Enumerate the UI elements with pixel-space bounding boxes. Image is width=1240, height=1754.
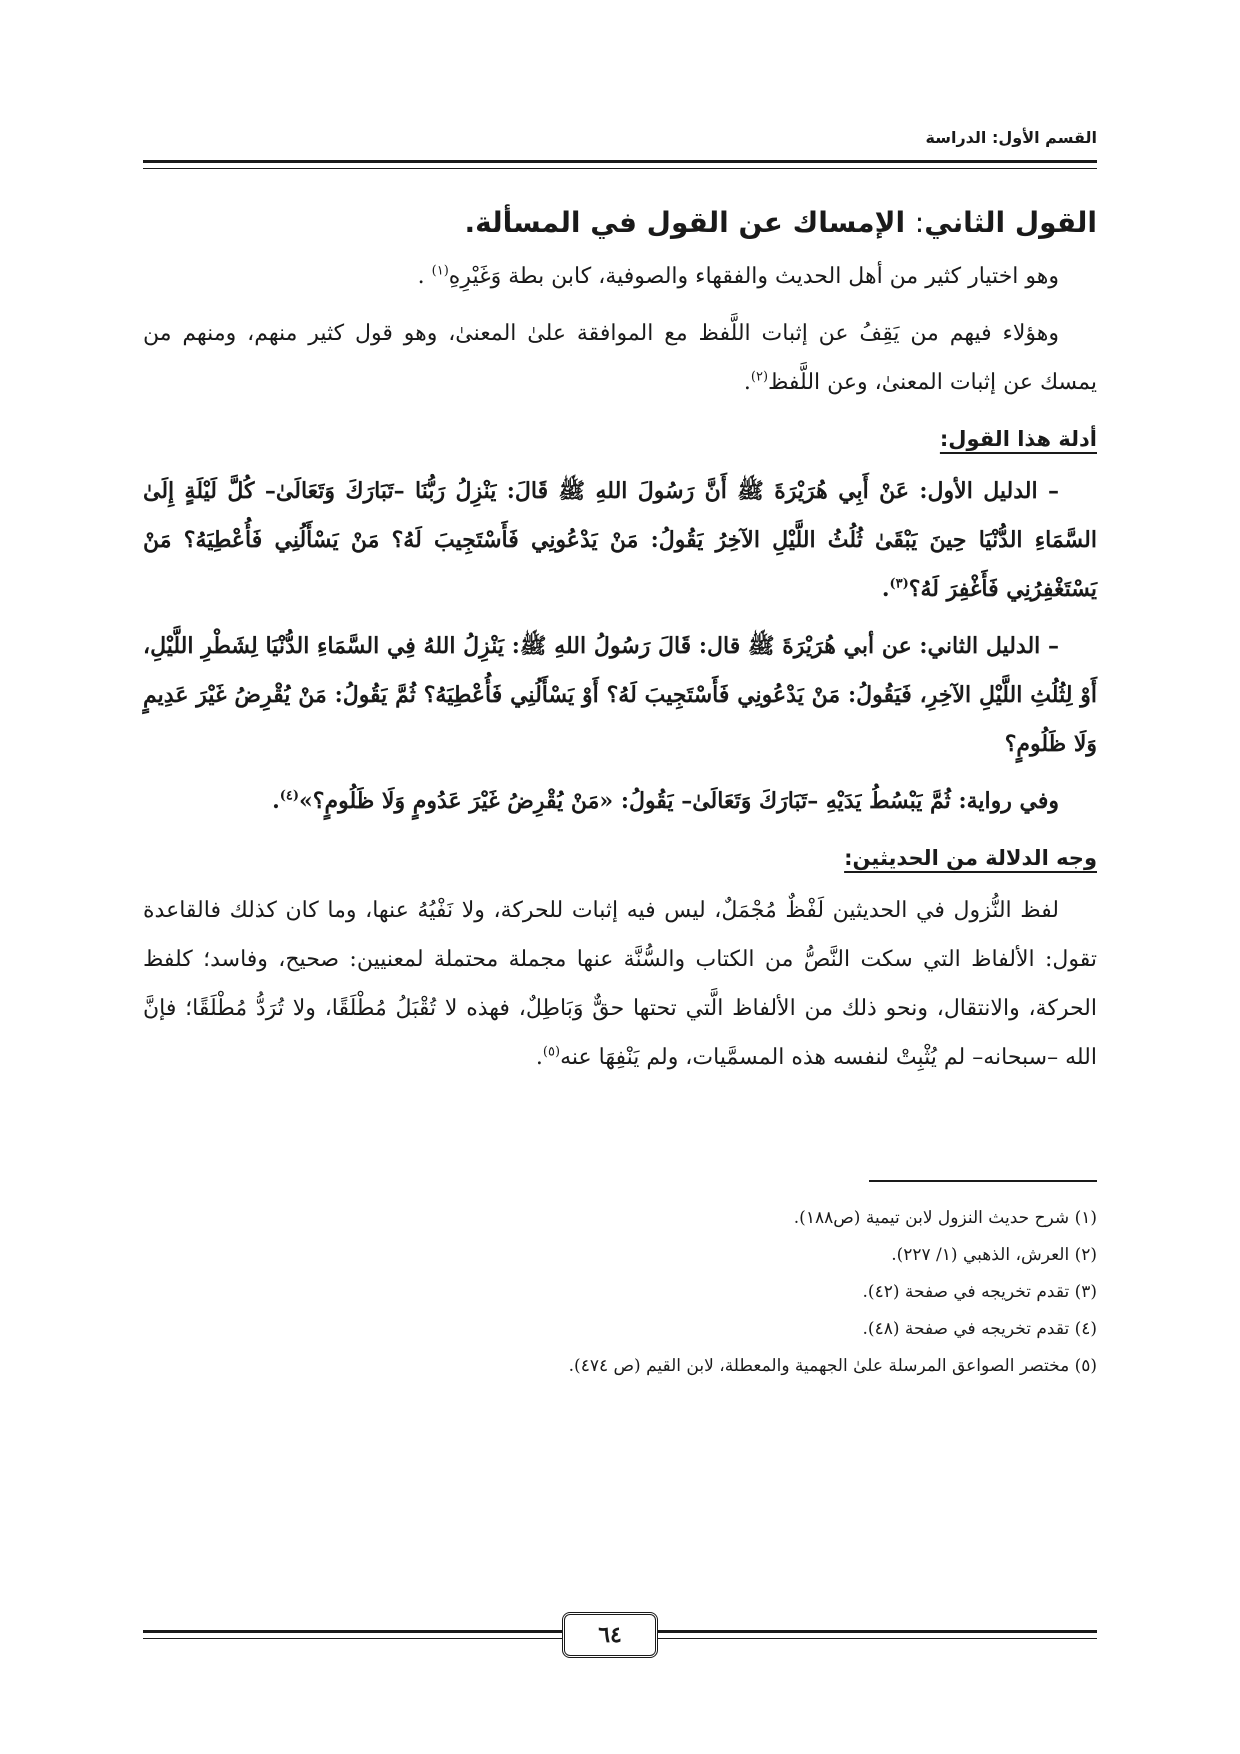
inference-heading: وجه الدلالة من الحديثين:: [844, 846, 1097, 870]
paragraph-2: [143, 309, 1097, 407]
page-number-frame: [562, 1612, 658, 1658]
paragraph-2-end: .: [743, 370, 751, 395]
footnote-ref-4: (٤): [279, 788, 300, 804]
running-header: القسم الأول: الدراسة: [925, 128, 1097, 147]
evidence-3: [143, 777, 1097, 826]
section-title: [143, 200, 1097, 246]
evidence-2: [143, 622, 1097, 769]
page-number: ٦٤: [598, 1622, 622, 1648]
inference-text: لفظ النُّزول في الحديثين لَفْظٌ مُجْمَلٌ، ليس فيه إثبات للحركة، ولا نَفْيُهُ عنها، وما كان كذلك فالقاعدة تقول: الألفاظ التي سكت النَّصُّ من الكتاب والسُّنَّة عنها مجملة محتملة لمعنيين: صحيح، وفاسد؛ كلفظ الحركة، والانتقال، ونحو ذلك من الألفاظ الَّتي تحتها حقٌّ وَبَاطِلٌ، فهذه لا تُقْبَلُ مُطْلَقًا، ولا تُرَدُّ مُطْلَقًا؛ فإنَّ الله –سبحانه– لم يُثْبِتْ لنفسه هذه المسمَّيات، ولم يَنْفِهَا عنه: [143, 898, 1098, 1070]
footnote-item: (١) شرح حديث النزول لابن تيمية (ص١٨٨).: [793, 1208, 1097, 1228]
inference-paragraph: [143, 886, 1097, 1082]
footnote-item: (٢) العرش، الذهبي (١/ ٢٢٧).: [891, 1245, 1097, 1265]
paragraph-1: [143, 252, 1097, 301]
evidence-1-text: – الدليل الأول: عَنْ أَبِي هُرَيْرَةَ ﷺ أَنَّ رَسُولَ اللهِ ﷺ قَالَ: يَنْزِلُ رَبُّنَا –تَبَارَكَ وَتَعَالَىٰ– كُلَّ لَيْلَةٍ إِلَىٰ السَّمَاءِ الدُّنْيَا حِينَ يَبْقَىٰ ثُلُثُ اللَّيْلِ الآخِرُ يَقُولُ: مَنْ يَدْعُونِي فَأَسْتَجِيبَ لَهُ؟ مَنْ يَسْأَلُنِي فَأُعْطِيَهُ؟ مَنْ يَسْتَغْفِرُنِي فَأَغْفِرَ لَهُ؟: [143, 478, 1097, 602]
footnote-ref-2: (٢): [750, 369, 769, 385]
paragraph-1-text: وهو اختيار كثير من أهل الحديث والفقهاء والصوفية، كابن بطة وَغَيْرِهِ: [448, 264, 1059, 289]
paragraph-2-text: وهؤلاء فيهم من يَقِفُ عن إثبات اللَّفظ مع الموافقة علىٰ المعنىٰ، وهو قول كثير منهم، ومنهم من يمسك عن إثبات المعنىٰ، وعن اللَّفظ: [143, 321, 1097, 395]
section-title-rest: الإمساك عن القول في المسألة.: [464, 206, 915, 239]
footnote-item: (٣) تقدم تخريجه في صفحة (٤٢).: [862, 1282, 1097, 1302]
header-rule: [143, 160, 1097, 169]
paragraph-1-end: .: [417, 264, 432, 289]
footnote-item: (٤) تقدم تخريجه في صفحة (٤٨).: [862, 1319, 1097, 1339]
footnotes: [143, 1200, 1097, 1385]
footnote-item: (٥) مختصر الصواعق المرسلة علىٰ الجهمية والمعطلة، لابن القيم (ص ٤٧٤).: [568, 1356, 1097, 1376]
footnote-ref-3: (٣): [889, 576, 909, 592]
section-title-separator: :: [914, 206, 925, 239]
evidence-1-end: .: [881, 576, 890, 602]
evidence-3-text: وفي رواية: ثُمَّ يَبْسُطُ يَدَيْهِ –تَبَارَكَ وَتَعَالَىٰ– يَقُولُ: «مَنْ يُقْرِضُ غَيْرَ عَدُومٍ وَلَا ظَلُومٍ؟»: [299, 788, 1059, 814]
section-title-lead: القول الثاني: [924, 206, 1097, 239]
inference-end: .: [535, 1045, 543, 1070]
footnote-separator: [869, 1180, 1097, 1182]
evidence-3-end: .: [272, 788, 280, 814]
evidence-1: [143, 467, 1097, 614]
evidence-2-text: – الدليل الثاني: عن أبي هُرَيْرَةَ ﷺ قال: قَالَ رَسُولُ اللهِ ﷺ: يَنْزِلُ اللهُ فِي السَّمَاءِ الدُّنْيَا لِشَطْرِ اللَّيْلِ، أَوْ لِثُلُثِ اللَّيْلِ الآخِرِ، فَيَقُولُ: مَنْ يَدْعُونِي فَأَسْتَجِيبَ لَهُ؟ أَوْ يَسْأَلُنِي فَأُعْطِيَهُ؟ ثُمَّ يَقُولُ: مَنْ يُقْرِضُ غَيْرَ عَدِيمٍ وَلَا ظَلُومٍ؟: [143, 633, 1097, 757]
evidence-heading: أدلة هذا القول:: [939, 427, 1097, 451]
main-content: [143, 200, 1097, 1090]
footnote-ref-5: (٥): [542, 1044, 561, 1060]
footnote-ref-1: (١): [431, 263, 449, 279]
